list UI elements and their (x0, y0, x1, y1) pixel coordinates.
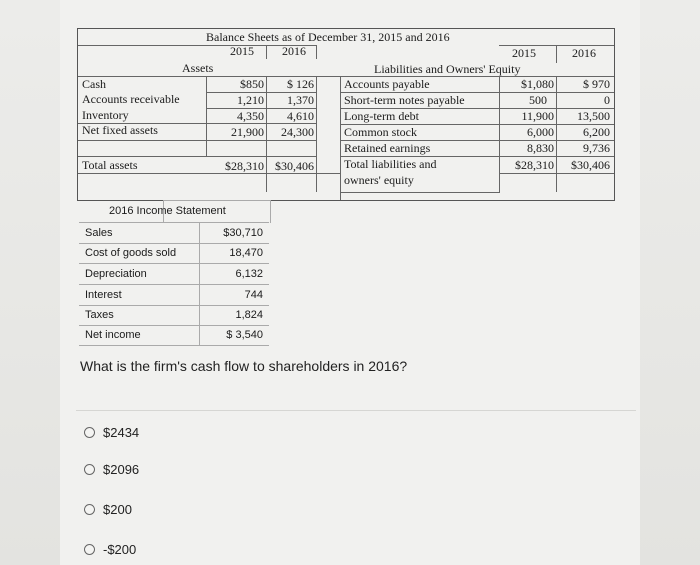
liab-label-longterm: Long-term debt (344, 109, 419, 123)
is-label-sales: Sales (85, 227, 113, 239)
liab-year-2015: 2015 (512, 46, 536, 60)
liab-notes-2015: 500 (529, 93, 547, 107)
liab-payable-2015: $1,080 (521, 77, 554, 91)
liab-stock-2016: 6,200 (583, 125, 610, 139)
liab-longterm-2015: 11,900 (521, 109, 554, 123)
asset-label-receivable: Accounts receivable (82, 92, 180, 106)
total-liab-2015: $28,310 (515, 158, 554, 172)
total-assets-label: Total assets (82, 158, 138, 172)
total-liab-2016: $30,406 (571, 158, 610, 172)
asset-label-inventory: Inventory (82, 108, 129, 122)
answer-option-4[interactable] (84, 538, 136, 560)
table-row (79, 243, 269, 264)
liab-stock-2015: 6,000 (527, 125, 554, 139)
is-value-taxes: 1,824 (235, 309, 263, 321)
answer-option-label: $2096 (103, 461, 140, 477)
asset-receivable-2016: 1,370 (287, 93, 314, 107)
liab-label-notes: Short-term notes payable (344, 93, 465, 107)
total-liab-label-line2: owners' equity (344, 173, 414, 187)
liab-retained-2016: 9,736 (583, 141, 610, 155)
is-value-cogs: 18,470 (229, 247, 263, 259)
is-label-taxes: Taxes (85, 309, 114, 321)
asset-inventory-2015: 4,350 (237, 109, 264, 123)
liab-notes-2016: 0 (604, 93, 610, 107)
answer-option-3[interactable] (84, 498, 132, 520)
asset-label-cash: Cash (82, 77, 106, 91)
assets-year-2015: 2015 (230, 44, 254, 58)
is-value-depreciation: 6,132 (235, 268, 263, 280)
answer-option-1[interactable] (84, 421, 139, 443)
radio-button[interactable] (84, 464, 95, 475)
income-statement-title: 2016 Income Statement (109, 205, 226, 217)
is-value-sales: $30,710 (223, 227, 263, 239)
is-label-interest: Interest (85, 289, 122, 301)
question-text: What is the firm's cash flow to shareholders in 2016? (80, 358, 408, 374)
table-row (79, 222, 269, 244)
answer-option-label: $200 (103, 501, 132, 517)
liab-label-stock: Common stock (344, 125, 418, 139)
asset-label-fixed: Net fixed assets (82, 123, 158, 137)
table-row (79, 305, 269, 326)
asset-fixed-2016: 24,300 (281, 125, 314, 139)
radio-button[interactable] (84, 427, 95, 438)
total-assets-2016: $30,406 (275, 159, 314, 173)
liab-label-retained: Retained earnings (344, 141, 431, 155)
radio-button[interactable] (84, 544, 95, 555)
balance-sheet-title: Balance Sheets as of December 31, 2015 and 2016 (206, 30, 450, 44)
liab-retained-2015: 8,830 (527, 141, 554, 155)
asset-cash-2016: $ 126 (287, 77, 314, 91)
table-row (79, 285, 269, 306)
liab-label-payable: Accounts payable (344, 77, 430, 91)
assets-year-2016: 2016 (282, 44, 306, 58)
income-statement-table (79, 200, 269, 346)
balance-sheet-table (77, 28, 615, 201)
is-value-net-income: $ 3,540 (226, 329, 263, 341)
is-label-cogs: Cost of goods sold (85, 247, 177, 259)
answer-option-label: -$200 (103, 541, 137, 557)
asset-fixed-2015: 21,900 (231, 125, 264, 139)
assets-header: Assets (182, 61, 214, 75)
asset-cash-2015: $850 (240, 77, 264, 91)
answer-option-label: $2434 (103, 424, 140, 440)
radio-button[interactable] (84, 504, 95, 515)
table-row (79, 325, 269, 346)
liab-year-2016: 2016 (572, 46, 596, 60)
liab-payable-2016: $ 970 (583, 77, 610, 91)
answer-option-2[interactable] (84, 458, 139, 480)
is-label-net-income: Net income (85, 329, 141, 341)
total-liab-label-line1: Total liabilities and (344, 157, 437, 171)
asset-inventory-2016: 4,610 (287, 109, 314, 123)
table-row (79, 264, 269, 285)
is-label-depreciation: Depreciation (85, 268, 147, 280)
is-value-interest: 744 (244, 289, 263, 301)
liabilities-equity-header: Liabilities and Owners' Equity (374, 62, 521, 76)
total-assets-2015: $28,310 (225, 159, 264, 173)
liab-longterm-2016: 13,500 (577, 109, 610, 123)
asset-receivable-2015: 1,210 (237, 93, 264, 107)
